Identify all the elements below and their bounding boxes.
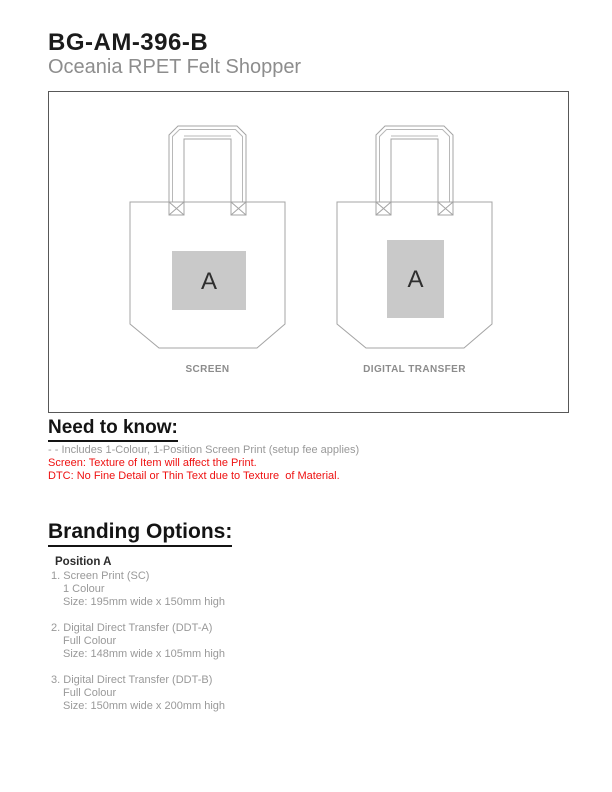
tote-bag-digital-transfer [335,124,494,375]
tote-bag-screen [128,124,287,375]
bag-handle-outer [376,126,453,202]
option-title: Digital Direct Transfer (DDT-A) [63,622,213,634]
bag-handle-fold-line [173,130,243,203]
option-number: 2. [51,622,61,634]
branding-option [51,570,225,609]
option-size: Size: 150mm wide x 200mm high [63,700,226,712]
option-title: Screen Print (SC) [63,570,150,582]
option-colour: Full Colour [63,635,117,647]
option-size: Size: 148mm wide x 105mm high [63,648,226,660]
option-colour: Full Colour [63,687,117,699]
option-number: 3. [51,674,61,686]
option-number: 1. [51,570,61,582]
option-size: Size: 195mm wide x 150mm high [63,596,226,608]
need-to-know-notes [48,444,359,483]
print-area-letter: A [407,266,424,293]
branding-option [51,674,225,713]
bag-caption-screen: SCREEN [185,364,230,375]
bag-handle-inner [391,139,438,202]
position-a-label: Position A [55,556,112,568]
print-area-letter: A [200,268,218,295]
product-name-subtitle: Oceania RPET Felt Shopper [48,56,302,78]
option-title-line [51,622,225,635]
product-code-title: BG-AM-396-B [48,29,209,56]
tote-bag-digital-transfer-drawing [335,124,494,352]
option-title-line [51,674,225,687]
branding-options-list [51,570,225,726]
bag-handle-outer [169,126,246,202]
branding-option [51,622,225,661]
option-colour: 1 Colour [63,583,105,595]
bag-caption-digital-transfer: DIGITAL TRANSFER [363,364,466,375]
warning-dtc: DTC: No Fine Detail or Thin Text due to Texture of Material. [48,470,340,482]
branding-options-heading: Branding Options: [48,520,232,547]
bag-handle-inner [184,139,231,202]
option-title-line [51,570,225,583]
bag-handle-fold-line [380,130,450,203]
option-title: Digital Direct Transfer (DDT-B) [63,674,213,686]
need-to-know-note: - - Includes 1-Colour, 1-Position Screen Print (setup fee applies) [48,444,360,456]
branding-diagram-box [48,91,569,413]
warning-screen: Screen: Texture of Item will affect the Print. [48,457,257,469]
tote-bag-screen-drawing [128,124,287,352]
need-to-know-heading: Need to know: [48,417,178,442]
